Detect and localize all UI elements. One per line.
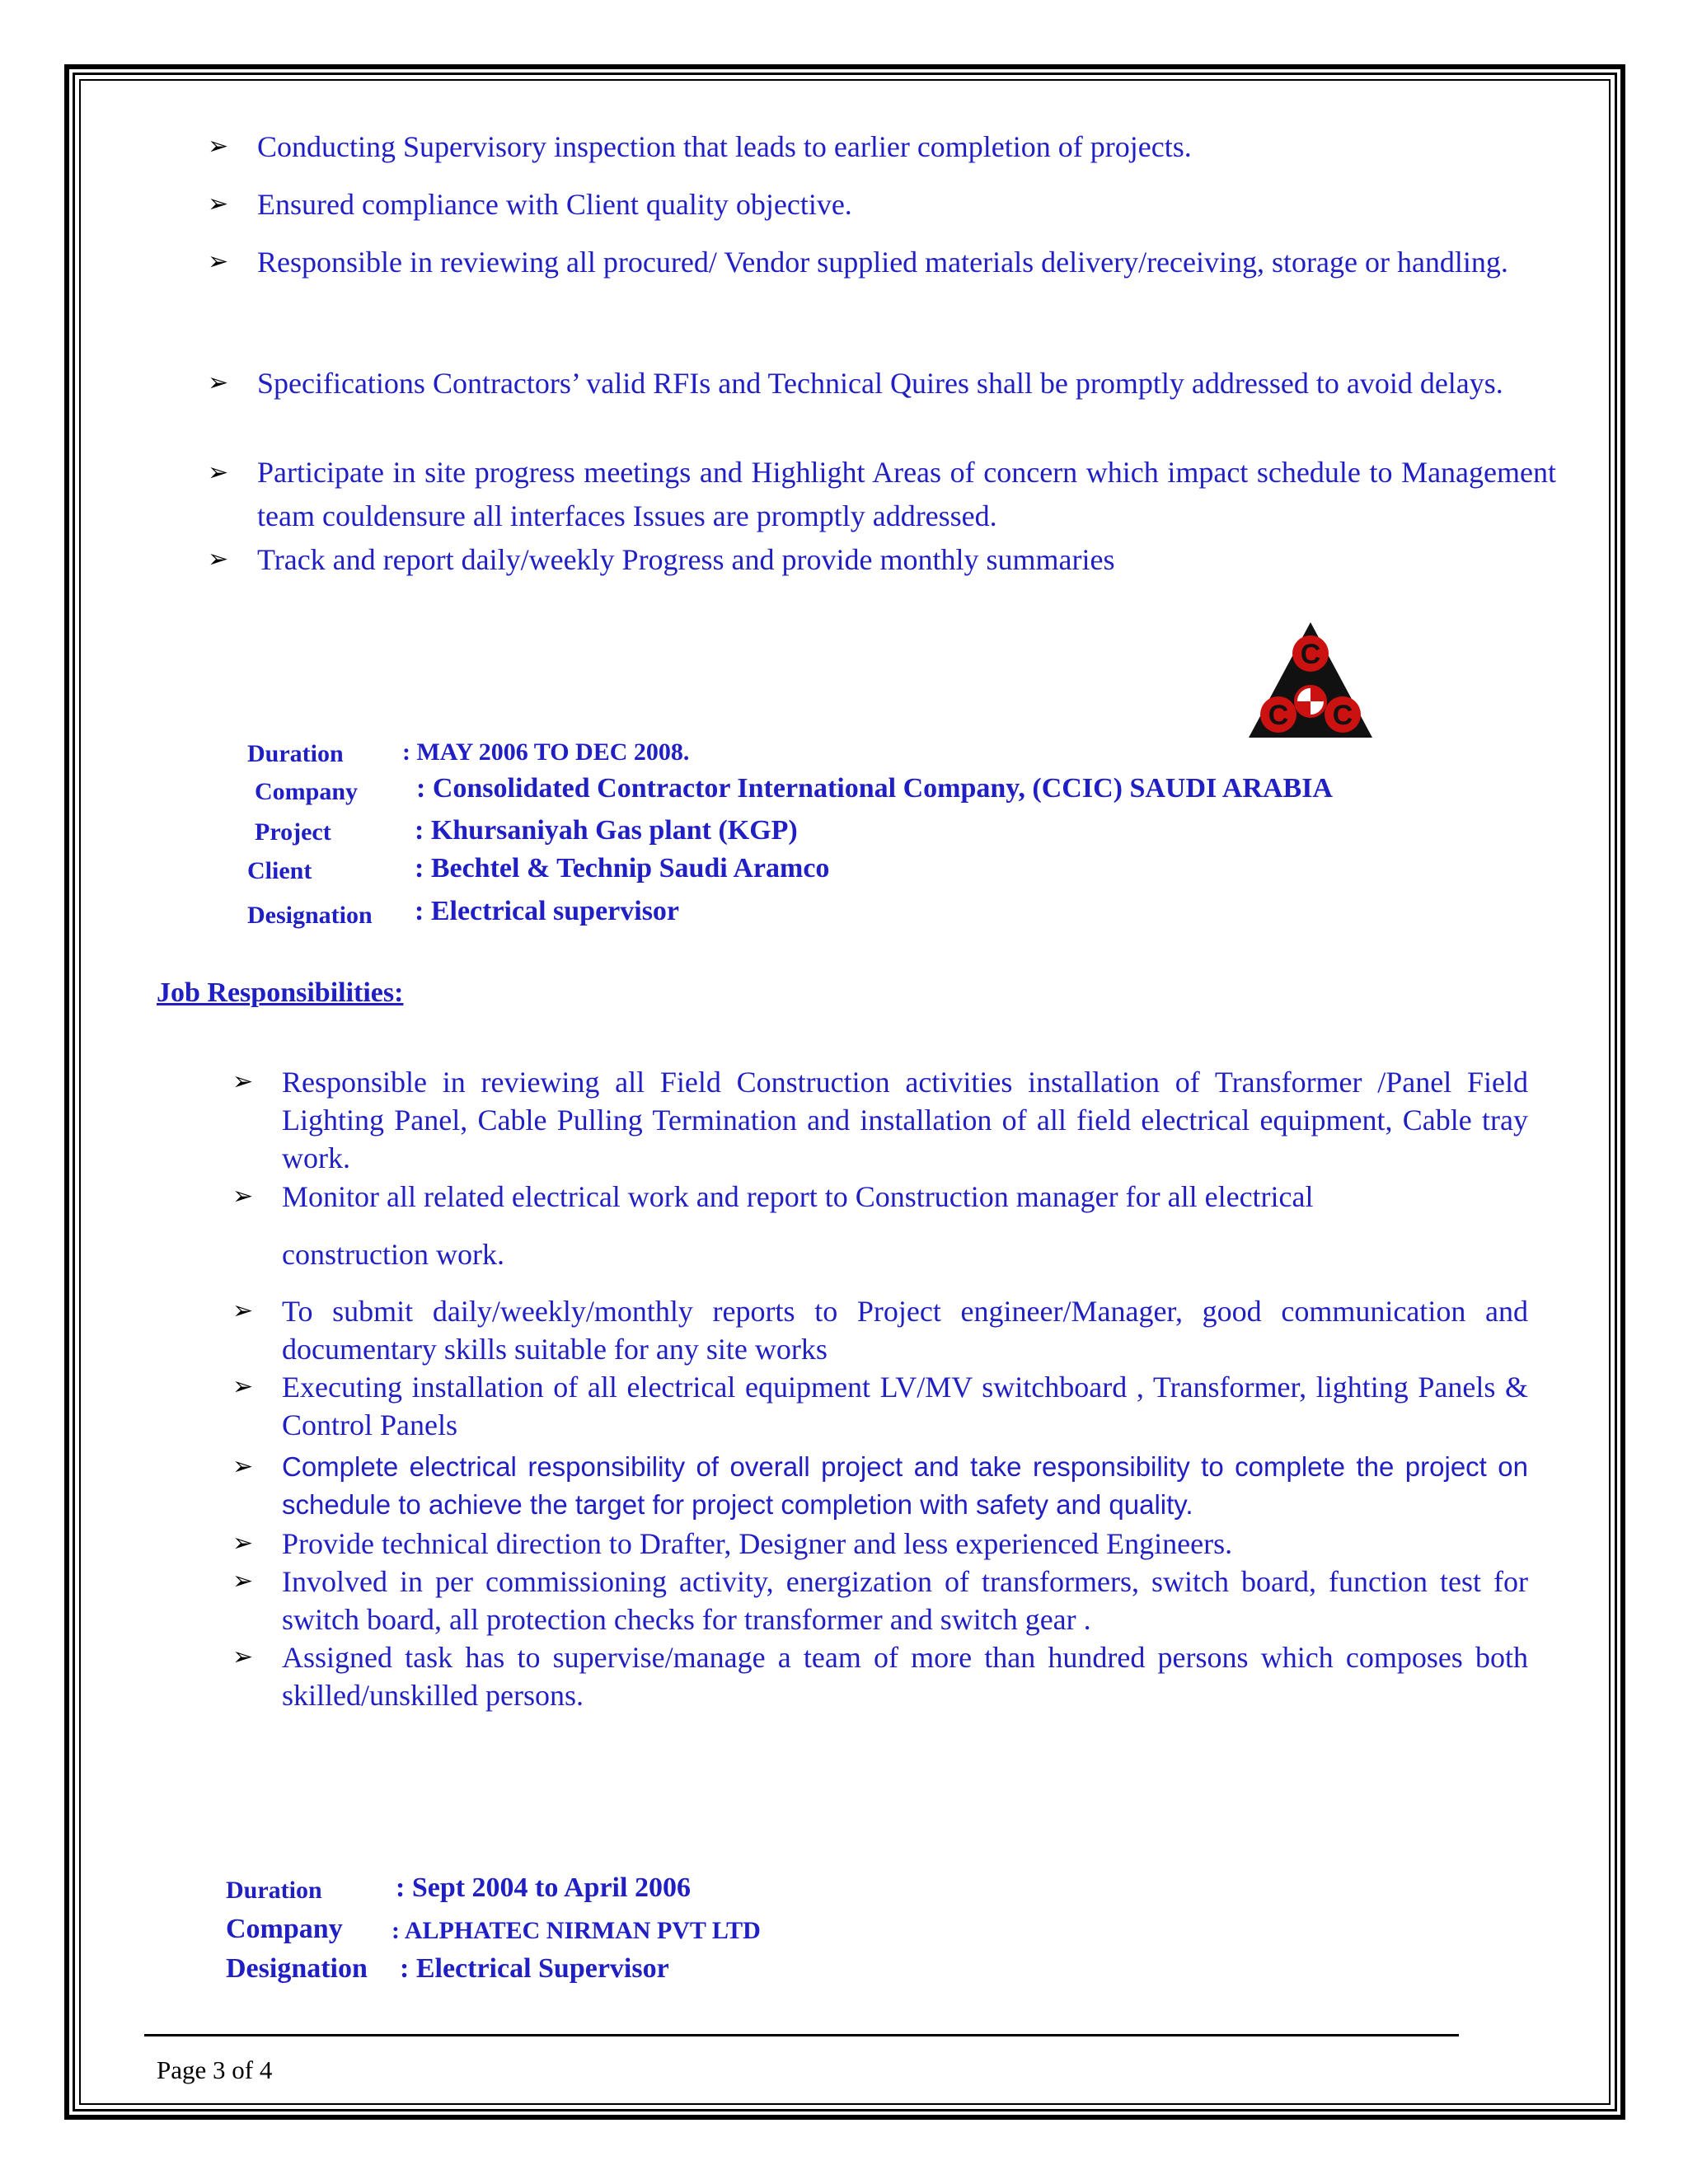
list-item-text: construction work. bbox=[282, 1238, 504, 1271]
list-item bbox=[232, 1063, 1528, 1177]
arrow-bullet-icon: ➢ bbox=[232, 1296, 254, 1325]
arrow-bullet-icon: ➢ bbox=[232, 1529, 254, 1558]
list-item-text: Involved in per commissioning activity, energization of transformers, switch board, function test for switch board, all protection checks for transformer and switch gear . bbox=[282, 1565, 1528, 1636]
list-item-text: Responsible in reviewing all Field Construction activities installation of Transformer /Panel Field Lighting Panel, Cable Pulling Termination and installation of all field electrical equipment, Cable tray work. bbox=[282, 1066, 1528, 1174]
list-item bbox=[232, 1525, 1528, 1563]
client-label: Client bbox=[247, 857, 312, 884]
company-logo bbox=[1249, 622, 1372, 738]
designation-label: Designation bbox=[226, 1953, 368, 1984]
list-item bbox=[232, 1292, 1528, 1368]
arrow-bullet-icon: ➢ bbox=[232, 1182, 254, 1211]
designation-value: : Electrical supervisor bbox=[415, 896, 680, 926]
list-item bbox=[208, 541, 1551, 579]
list-item bbox=[232, 1368, 1528, 1444]
company-label: Company bbox=[226, 1914, 343, 1944]
list-item-text: Complete electrical responsibility of overall project and take responsibility to complete the project on schedule to achieve the target for project completion with safety and quality. bbox=[282, 1451, 1528, 1520]
arrow-bullet-icon: ➢ bbox=[208, 132, 229, 161]
arrow-bullet-icon: ➢ bbox=[232, 1067, 254, 1096]
company-value: : ALPHATEC NIRMAN PVT LTD bbox=[392, 1917, 761, 1944]
project-label: Project bbox=[255, 818, 331, 846]
list-item-text: Monitor all related electrical work and report to Construction manager for all electrical bbox=[282, 1180, 1314, 1213]
designation-label: Designation bbox=[247, 902, 373, 929]
list-item-text: Participate in site progress meetings and Highlight Areas of concern which impact schedule to Management team couldensure all interfaces Issues are promptly addressed. bbox=[257, 456, 1556, 532]
arrow-bullet-icon: ➢ bbox=[232, 1567, 254, 1596]
list-item bbox=[232, 1638, 1528, 1714]
list-item bbox=[208, 451, 1556, 538]
list-item-text: To submit daily/weekly/monthly reports to Project engineer/Manager, good communication and documentary skills suitable for any site works bbox=[282, 1295, 1528, 1366]
arrow-bullet-icon: ➢ bbox=[232, 1452, 254, 1481]
list-item bbox=[208, 361, 1556, 405]
arrow-bullet-icon: ➢ bbox=[208, 458, 229, 487]
company-value: : Consolidated Contractor International Company, (CCIC) SAUDI ARABIA bbox=[416, 773, 1333, 804]
list-item bbox=[208, 128, 1551, 166]
logo-letter: C bbox=[1332, 700, 1353, 731]
duration-label: Duration bbox=[247, 740, 344, 767]
arrow-bullet-icon: ➢ bbox=[232, 1643, 254, 1671]
duration-value: : Sept 2004 to April 2006 bbox=[396, 1872, 691, 1903]
list-item-text: Executing installation of all electrical equipment LV/MV switchboard , Transformer, lighting Panels & Control Panels bbox=[282, 1371, 1528, 1441]
client-value: : Bechtel & Technip Saudi Aramco bbox=[415, 853, 830, 883]
arrow-bullet-icon: ➢ bbox=[208, 190, 229, 218]
list-item-text: Conducting Supervisory inspection that leads to earlier completion of projects. bbox=[257, 130, 1192, 163]
list-item-text: Assigned task has to supervise/manage a team of more than hundred persons which composes both skilled/unskilled persons. bbox=[282, 1641, 1528, 1712]
section-heading: Job Responsibilities: bbox=[157, 977, 404, 1008]
list-item-text: Provide technical direction to Drafter, Designer and less experienced Engineers. bbox=[282, 1527, 1233, 1560]
footer-divider bbox=[144, 2034, 1459, 2036]
list-item bbox=[208, 185, 1551, 223]
list-item-text: Specifications Contractors’ valid RFIs and Technical Quires shall be promptly addressed to avoid delays. bbox=[257, 367, 1503, 400]
list-item-continuation bbox=[232, 1235, 1528, 1273]
duration-label: Duration bbox=[226, 1877, 322, 1904]
list-item-text: Ensured compliance with Client quality objective. bbox=[257, 188, 852, 221]
arrow-bullet-icon: ➢ bbox=[208, 545, 229, 574]
list-item-text: Track and report daily/weekly Progress and provide monthly summaries bbox=[257, 543, 1115, 576]
list-item-text: Responsible in reviewing all procured/ Vendor supplied materials delivery/receiving, storage or handling. bbox=[257, 246, 1508, 279]
list-item bbox=[208, 244, 1526, 280]
list-item bbox=[232, 1448, 1528, 1524]
project-value: : Khursaniyah Gas plant (KGP) bbox=[415, 815, 798, 846]
duration-value: : MAY 2006 TO DEC 2008. bbox=[402, 738, 690, 766]
logo-letter: C bbox=[1268, 700, 1289, 731]
logo-letter: C bbox=[1300, 639, 1321, 670]
page-number: Page 3 of 4 bbox=[157, 2055, 273, 2084]
designation-value: : Electrical Supervisor bbox=[400, 1953, 669, 1984]
arrow-bullet-icon: ➢ bbox=[232, 1372, 254, 1401]
arrow-bullet-icon: ➢ bbox=[208, 247, 229, 276]
list-item bbox=[232, 1178, 1528, 1216]
company-label: Company bbox=[255, 778, 359, 805]
list-item bbox=[232, 1563, 1528, 1638]
arrow-bullet-icon: ➢ bbox=[208, 368, 229, 397]
